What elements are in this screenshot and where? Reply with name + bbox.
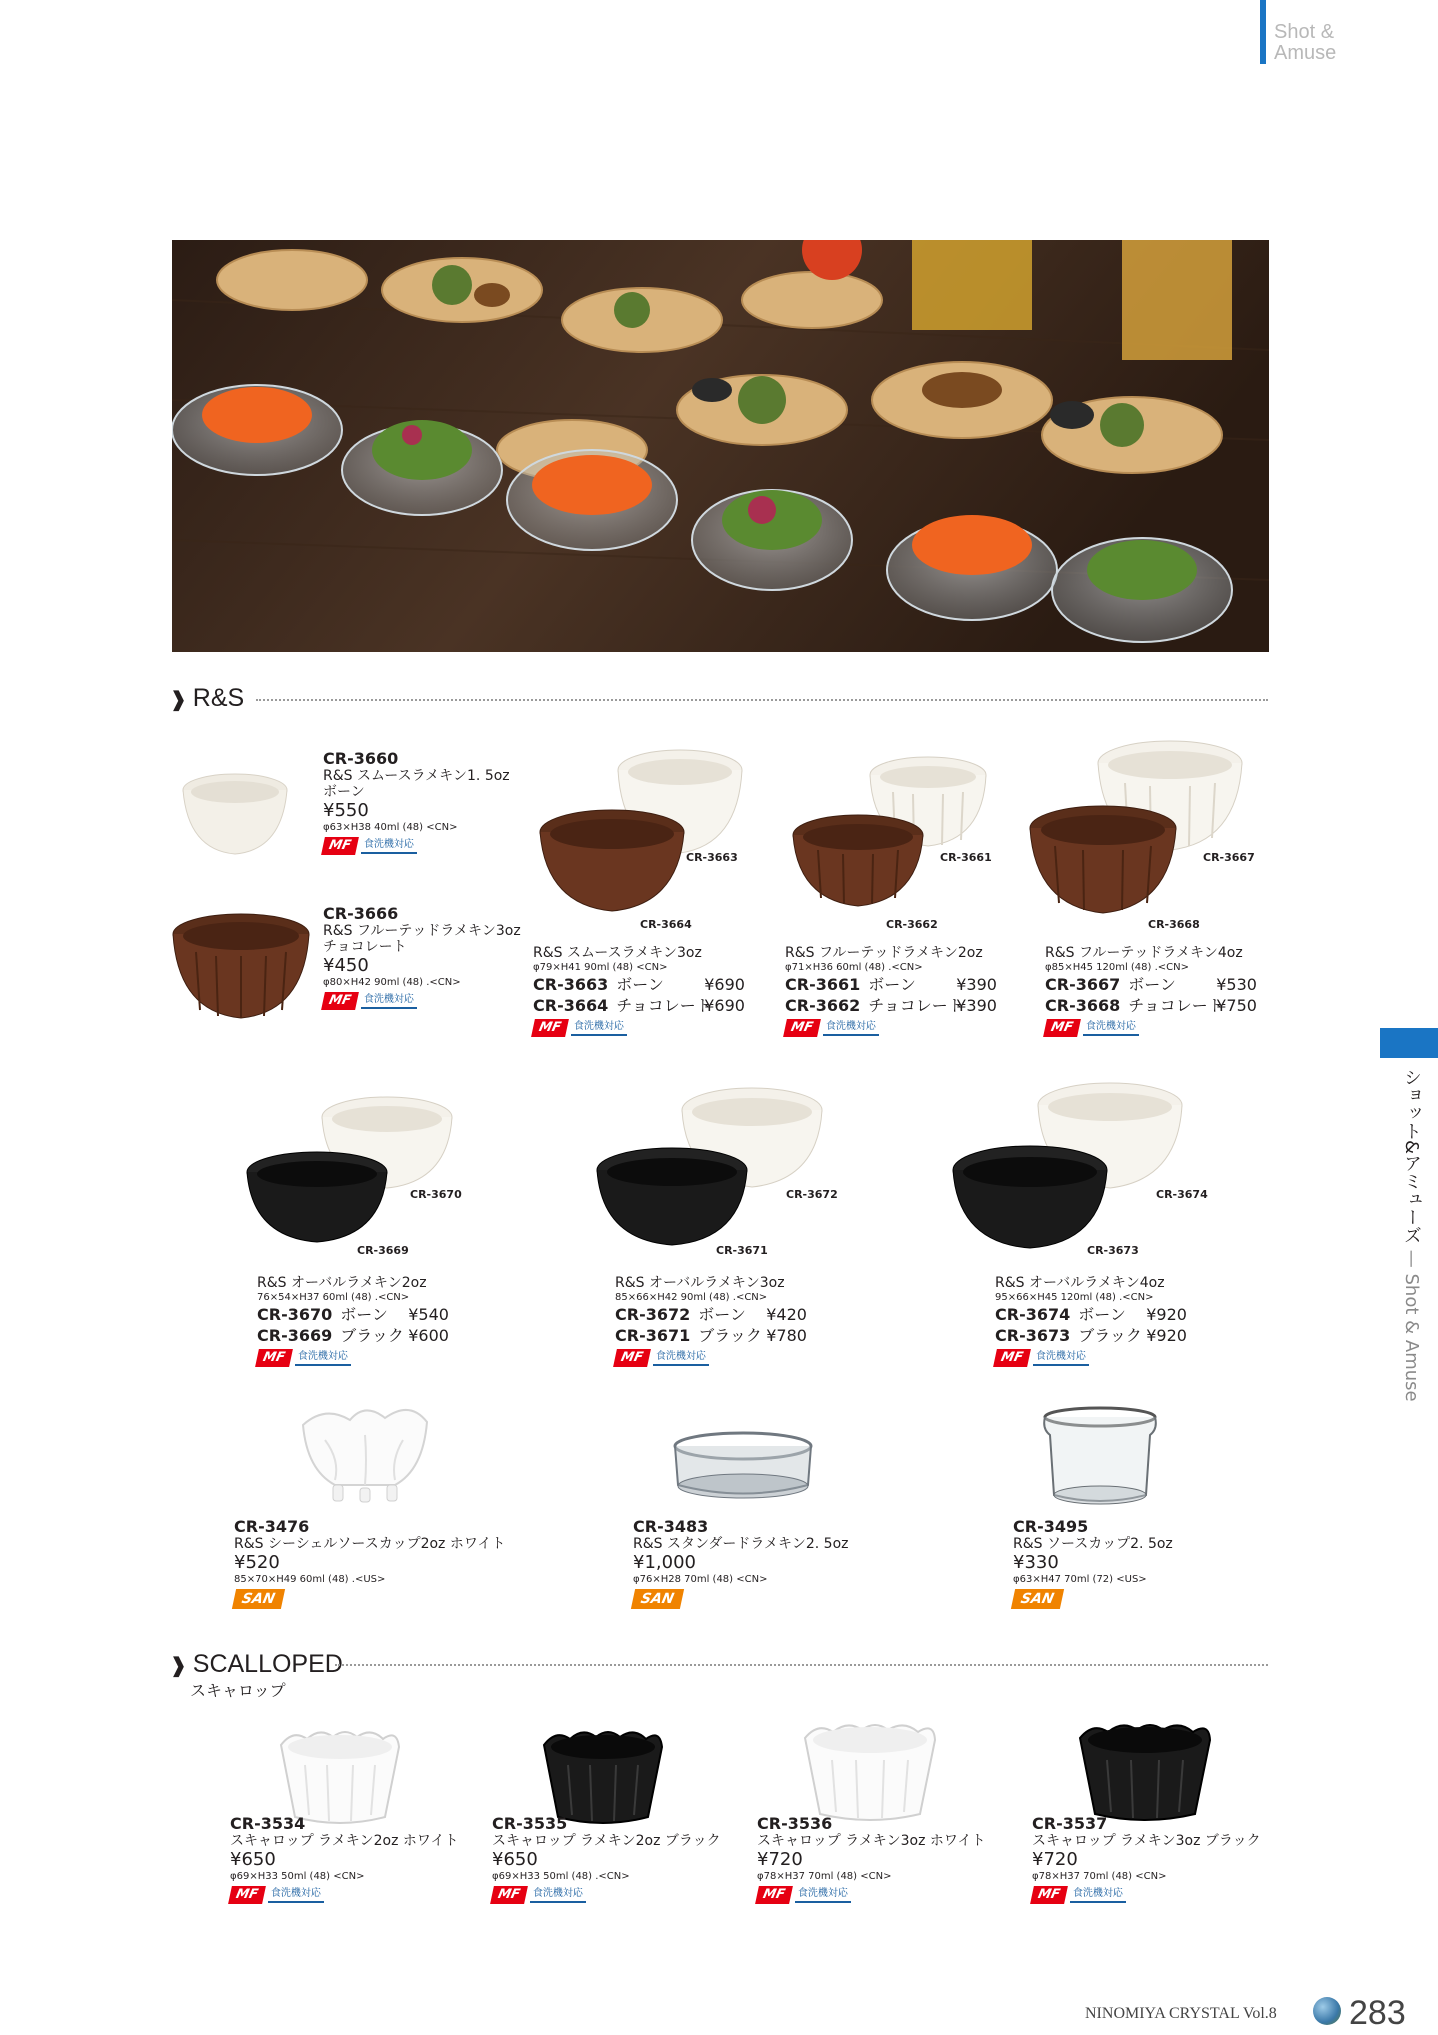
product-name: R&S ソースカップ2. 5oz (1013, 1536, 1173, 1552)
product-code: CR-3666 (323, 904, 399, 923)
mf-badge: MF (255, 1349, 293, 1367)
product-code: CR-3660 (323, 749, 399, 768)
mf-badge: MF (531, 1019, 569, 1037)
variant-row (995, 1325, 1187, 1346)
product-spec: 85×70×H49 60ml (48) .<US> (234, 1574, 386, 1585)
product-price: ¥330 (1013, 1552, 1059, 1573)
variant-row (615, 1325, 807, 1346)
mf-badge: MF (613, 1349, 651, 1367)
variant-color: チョコレート (616, 996, 712, 1015)
badge-row (533, 1019, 745, 1037)
product-image-cr3495 (1040, 1405, 1160, 1510)
variant-price: ¥420 (766, 1305, 807, 1324)
chevron-icon: ❱ (170, 689, 187, 711)
side-category-label (1398, 1068, 1424, 1402)
product-code: CR-3483 (633, 1517, 709, 1536)
variant-row (1045, 974, 1257, 995)
badge-row (757, 1886, 985, 1904)
image-label: CR-3672 (786, 1188, 838, 1201)
badge-row (323, 992, 521, 1010)
product-spec: φ78×H37 70ml (48) <CN> (1032, 1871, 1167, 1882)
product-image-pair-fluted2oz (783, 750, 1013, 915)
side-label-sep: — (1401, 1244, 1422, 1274)
variant-code: CR-3673 (995, 1326, 1071, 1345)
variant-code: CR-3663 (533, 975, 609, 994)
product-color: チョコレート (323, 939, 407, 955)
variant-price: ¥690 (704, 975, 745, 994)
dishwasher-badge: 食洗機対応 (795, 1887, 851, 1903)
variant-row (533, 974, 745, 995)
variant-row (995, 1304, 1187, 1325)
mf-badge: MF (783, 1019, 821, 1037)
product-spec: φ71×H36 60ml (48) .<CN> (785, 962, 923, 973)
dishwasher-badge: 食洗機対応 (361, 838, 417, 854)
product-cr3660 (323, 750, 510, 855)
variant-color: ボーン (1128, 975, 1176, 994)
product-name: R&S フルーテッドラメキン3oz (323, 923, 521, 939)
product-price: ¥720 (1032, 1849, 1078, 1870)
variant-color: ボーン (698, 1305, 746, 1324)
badge-row (1032, 1886, 1261, 1904)
product-spec: 95×66×H45 120ml (48) .<CN> (995, 1292, 1154, 1303)
product-name: スキャロップ ラメキン3oz ホワイト (757, 1833, 986, 1849)
product-image-cr3476 (295, 1400, 435, 1510)
mf-badge: MF (490, 1886, 528, 1904)
badge-row (323, 837, 510, 855)
dishwasher-badge: 食洗機対応 (530, 1887, 586, 1903)
product-cr3666 (323, 905, 521, 1010)
product-price: ¥520 (234, 1552, 280, 1573)
product-group-fluted2oz (785, 945, 997, 1037)
image-label: CR-3671 (716, 1244, 768, 1257)
variant-row (785, 974, 997, 995)
side-index-tab (1380, 1028, 1438, 1058)
product-cr3536 (757, 1815, 985, 1904)
variant-code: CR-3668 (1045, 996, 1121, 1015)
product-spec: 76×54×H37 60ml (48) .<CN> (257, 1292, 410, 1303)
header-category-label: Shot & Amuse (1274, 21, 1337, 64)
variant-price: ¥540 (408, 1305, 449, 1324)
product-image-pair-oval2oz (242, 1092, 462, 1252)
product-group-oval3oz (615, 1275, 807, 1367)
variant-row (615, 1304, 807, 1325)
product-cr3537 (1032, 1815, 1261, 1904)
product-price: ¥720 (757, 1849, 803, 1870)
product-cr3483 (633, 1518, 849, 1608)
product-image-cr3483 (668, 1430, 818, 1505)
image-label: CR-3674 (1156, 1188, 1208, 1201)
variant-code: CR-3661 (785, 975, 861, 994)
dishwasher-badge: 食洗機対応 (1083, 1020, 1139, 1036)
product-price: ¥1,000 (633, 1552, 696, 1573)
dishwasher-badge: 食洗機対応 (1033, 1350, 1089, 1366)
variant-color: ボーン (868, 975, 916, 994)
variant-color: ブラック (1078, 1326, 1142, 1345)
mf-badge: MF (993, 1349, 1031, 1367)
product-spec: φ69×H33 50ml (48) <CN> (230, 1871, 365, 1882)
product-spec: φ63×H47 70ml (72) <US> (1013, 1574, 1147, 1585)
side-label-en: Shot & Amuse (1401, 1273, 1422, 1402)
variant-color: ブラック (698, 1326, 762, 1345)
product-image-cr3660 (178, 770, 293, 865)
variant-color: ブラック (340, 1326, 404, 1345)
page-number: 283 (1349, 1994, 1406, 2032)
product-code: CR-3476 (234, 1517, 310, 1536)
image-label: CR-3673 (1087, 1244, 1139, 1257)
product-name: スキャロップ ラメキン2oz ホワイト (230, 1833, 459, 1849)
variant-price: ¥530 (1216, 975, 1257, 994)
product-spec: φ69×H33 50ml (48) .<CN> (492, 1871, 630, 1882)
variant-color: ボーン (1078, 1305, 1126, 1324)
product-name: R&S オーバルラメキン3oz (615, 1275, 785, 1291)
image-label: CR-3664 (640, 918, 692, 931)
product-spec: φ80×H42 90ml (48) .<CN> (323, 977, 461, 988)
product-image-pair-smooth3oz (530, 745, 780, 920)
product-cr3495 (1013, 1518, 1173, 1608)
section-divider (335, 1664, 1268, 1666)
badge-row (633, 1590, 849, 1608)
product-name: R&S オーバルラメキン4oz (995, 1275, 1165, 1291)
product-name: R&S スタンダードラメキン2. 5oz (633, 1536, 849, 1552)
mf-badge: MF (228, 1886, 266, 1904)
san-badge: SAN (1011, 1589, 1064, 1609)
variant-color: チョコレート (1128, 996, 1224, 1015)
header-accent-bar (1260, 0, 1266, 64)
image-label: CR-3668 (1148, 918, 1200, 931)
variant-code: CR-3671 (615, 1326, 691, 1345)
footer-brand: NINOMIYA CRYSTAL Vol.8 (1085, 2005, 1277, 2022)
product-image-cr3537 (1075, 1718, 1215, 1828)
product-code: CR-3536 (757, 1814, 833, 1833)
badge-row (615, 1349, 807, 1367)
product-code: CR-3537 (1032, 1814, 1108, 1833)
product-name: R&S フルーテッドラメキン2oz (785, 945, 983, 961)
product-spec: φ85×H45 120ml (48) .<CN> (1045, 962, 1190, 973)
badge-row (1045, 1019, 1257, 1037)
product-cr3535 (492, 1815, 721, 1904)
product-name: R&S シーシェルソースカップ2oz ホワイト (234, 1536, 506, 1552)
badge-row (995, 1349, 1187, 1367)
section-title-text: SCALLOPED (192, 1650, 343, 1678)
variant-price: ¥390 (956, 975, 997, 994)
product-name: スキャロップ ラメキン2oz ブラック (492, 1833, 721, 1849)
product-image-cr3666 (166, 912, 316, 1027)
variant-code: CR-3670 (257, 1305, 333, 1324)
product-cr3476 (234, 1518, 505, 1608)
variant-row (257, 1325, 449, 1346)
variant-color: チョコレート (868, 996, 964, 1015)
product-price: ¥450 (323, 955, 369, 976)
badge-row (257, 1349, 449, 1367)
product-spec: φ76×H28 70ml (48) <CN> (633, 1574, 768, 1585)
dishwasher-badge: 食洗機対応 (1070, 1887, 1126, 1903)
mf-badge: MF (321, 837, 359, 855)
badge-row (492, 1886, 721, 1904)
variant-price: ¥600 (408, 1326, 449, 1345)
variant-price: ¥690 (704, 996, 745, 1015)
badge-row (1013, 1590, 1173, 1608)
mf-badge: MF (1043, 1019, 1081, 1037)
variant-row (533, 995, 745, 1016)
variant-price: ¥750 (1216, 996, 1257, 1015)
mf-badge: MF (321, 992, 359, 1010)
variant-code: CR-3662 (785, 996, 861, 1015)
product-image-pair-oval3oz (592, 1085, 842, 1255)
image-label: CR-3662 (886, 918, 938, 931)
badge-row (234, 1590, 505, 1608)
image-label: CR-3669 (357, 1244, 409, 1257)
san-badge: SAN (232, 1589, 285, 1609)
dishwasher-badge: 食洗機対応 (268, 1887, 324, 1903)
chevron-icon: ❱ (170, 1655, 187, 1677)
product-code: CR-3495 (1013, 1517, 1089, 1536)
variant-price: ¥920 (1146, 1326, 1187, 1345)
variant-code: CR-3669 (257, 1326, 333, 1345)
product-cr3534 (230, 1815, 458, 1904)
variant-code: CR-3664 (533, 996, 609, 1015)
variant-row (785, 995, 997, 1016)
image-label: CR-3667 (1203, 851, 1255, 864)
mf-badge: MF (755, 1886, 793, 1904)
product-code: CR-3535 (492, 1814, 568, 1833)
variant-code: CR-3672 (615, 1305, 691, 1324)
section-title-rs (170, 684, 244, 713)
image-label: CR-3661 (940, 851, 992, 864)
product-image-pair-fluted4oz (1025, 738, 1255, 918)
product-spec: φ78×H37 70ml (48) <CN> (757, 1871, 892, 1882)
image-label: CR-3670 (410, 1188, 462, 1201)
product-image-pair-oval4oz (950, 1080, 1190, 1260)
variant-code: CR-3667 (1045, 975, 1121, 994)
dishwasher-badge: 食洗機対応 (823, 1020, 879, 1036)
product-spec: φ79×H41 90ml (48) <CN> (533, 962, 668, 973)
variant-color: ボーン (616, 975, 664, 994)
variant-code: CR-3674 (995, 1305, 1071, 1324)
product-name: R&S スムースラメキン1. 5oz (323, 768, 510, 784)
side-label-jp: ショット&アミューズ (1401, 1068, 1422, 1245)
product-color: ボーン (323, 784, 365, 800)
section-title-text: R&S (192, 684, 245, 712)
variant-color: ボーン (340, 1305, 388, 1324)
image-label: CR-3663 (686, 851, 738, 864)
product-spec: φ63×H38 40ml (48) <CN> (323, 822, 458, 833)
variant-row (257, 1304, 449, 1325)
san-badge: SAN (631, 1589, 684, 1609)
badge-row (785, 1019, 997, 1037)
dishwasher-badge: 食洗機対応 (571, 1020, 627, 1036)
product-price: ¥550 (323, 800, 369, 821)
product-price: ¥650 (230, 1849, 276, 1870)
product-spec: 85×66×H42 90ml (48) .<CN> (615, 1292, 768, 1303)
dishwasher-badge: 食洗機対応 (361, 993, 417, 1009)
product-name: スキャロップ ラメキン3oz ブラック (1032, 1833, 1261, 1849)
product-code: CR-3534 (230, 1814, 306, 1833)
variant-price: ¥920 (1146, 1305, 1187, 1324)
globe-icon (1313, 1997, 1341, 2025)
dishwasher-badge: 食洗機対応 (295, 1350, 351, 1366)
product-price: ¥650 (492, 1849, 538, 1870)
variant-price: ¥780 (766, 1326, 807, 1345)
section-divider (256, 699, 1268, 701)
variant-row (1045, 995, 1257, 1016)
product-group-smooth3oz (533, 945, 745, 1037)
product-group-oval4oz (995, 1275, 1187, 1367)
product-group-fluted4oz (1045, 945, 1257, 1037)
dishwasher-badge: 食洗機対応 (653, 1350, 709, 1366)
section-title-scalloped (170, 1650, 343, 1679)
section-subtitle: スキャロップ (190, 1681, 286, 1700)
product-name: R&S スムースラメキン3oz (533, 945, 702, 961)
product-group-oval2oz (257, 1275, 449, 1367)
hero-photo (172, 240, 1269, 652)
product-name: R&S オーバルラメキン2oz (257, 1275, 427, 1291)
product-name: R&S フルーテッドラメキン4oz (1045, 945, 1243, 961)
badge-row (230, 1886, 458, 1904)
variant-price: ¥390 (956, 996, 997, 1015)
mf-badge: MF (1030, 1886, 1068, 1904)
product-image-cr3536 (800, 1718, 940, 1828)
